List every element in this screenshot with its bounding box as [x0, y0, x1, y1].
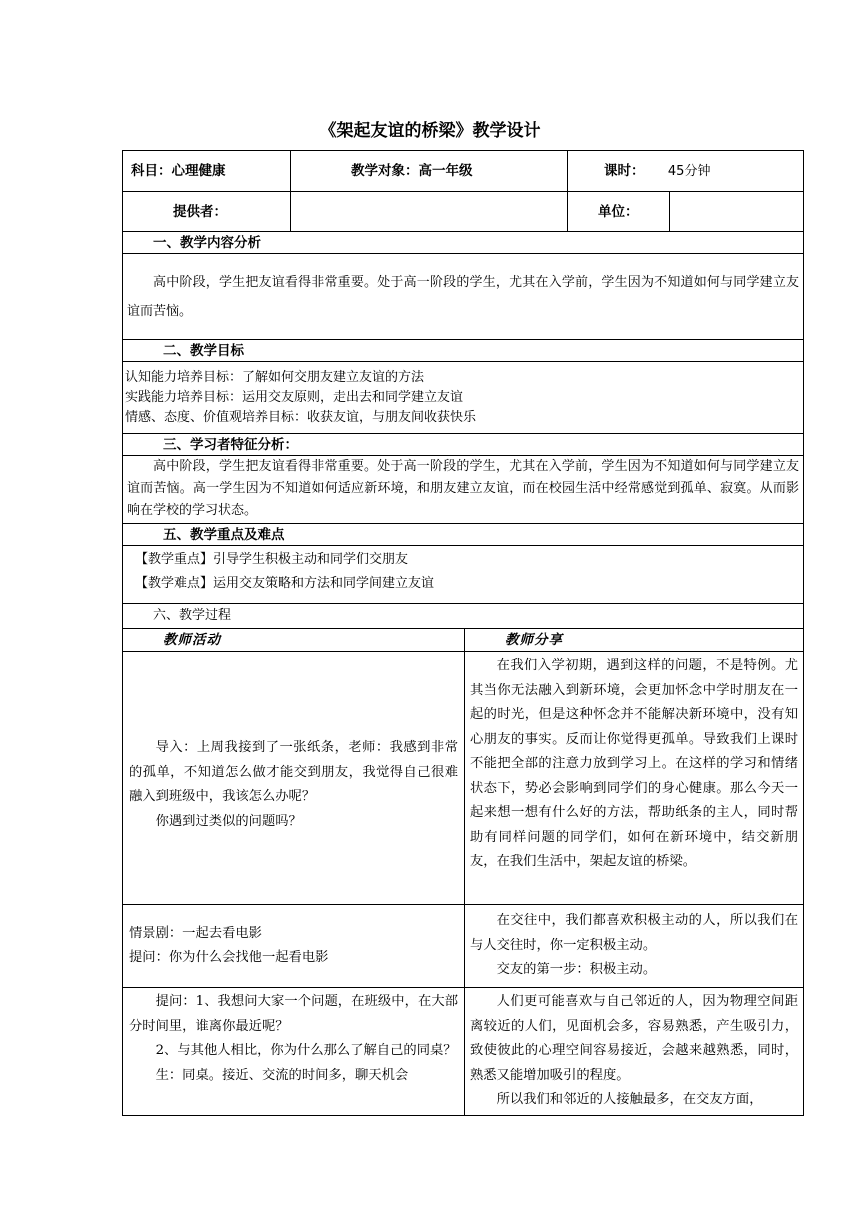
focus-line: 【教学难点】运用交友策略和方法和同学间建立友谊	[135, 576, 435, 591]
activity-paragraph: 情景剧：一起去看电影	[129, 925, 262, 941]
activity-paragraph: 2、与其他人相比，你为什么那么了解自己的同桌？	[155, 1043, 457, 1058]
share-paragraph: 交友的第一步：积极主动。	[496, 962, 657, 978]
unit-value[interactable]	[670, 192, 804, 232]
period-label: 课时：	[604, 162, 645, 179]
activity-paragraph: 导入：上周我接到了一张纸条，老师：我感到非常的孤单，不知道怎么做才能交到朋友，我觉得自己很难融入到班级中，我该怎么办呢？	[129, 740, 458, 804]
section-content-analysis-body	[123, 254, 804, 340]
activity-paragraph: 生：同桌。接近、交流的时间多，聊天机会	[155, 1067, 409, 1083]
process-row-2-share	[465, 905, 804, 988]
document-title: 《架起友谊的桥梁》教学设计	[319, 121, 541, 141]
share-paragraph: 人们更可能喜欢与自己邻近的人，因为物理空间距离较近的人们，见面机会多，容易熟悉，产生吸引力，致使彼此的心理空间容易接近，会越来越熟悉，同时，熟悉又能增加吸引的程度。	[470, 994, 799, 1083]
process-row-1-activity	[123, 652, 465, 905]
process-row-1-share	[465, 652, 804, 905]
objective-line: 实践能力培养目标：运用交友原则，走出去和同学建立友谊	[125, 389, 464, 405]
activity-paragraph: 你遇到过类似的问题吗？	[155, 813, 302, 829]
activity-paragraph: 提问：你为什么会找他一起看电影	[129, 950, 329, 965]
section-process-heading: 六、教学过程	[123, 604, 804, 629]
share-paragraph: 在交往中，我们都喜欢积极主动的人，所以我们在与人交往时，你一定积极主动。	[470, 913, 799, 953]
share-paragraph: 所以我们和邻近的人接触最多，在交友方面，	[496, 1092, 763, 1107]
activity-paragraph: 提问：1、我想问大家一个问题，在班级中，在大部分时间里，谁离你最近呢？	[129, 994, 458, 1034]
section-focus-body	[123, 546, 804, 604]
section-learner-body	[123, 456, 804, 524]
column-teacher-activity: 教师活动	[123, 629, 465, 652]
section-focus-heading: 五、教学重点及难点	[123, 524, 804, 546]
process-row-3-share	[465, 988, 804, 1116]
period-value: 45分钟	[667, 163, 711, 179]
unit-label: 单位：	[568, 192, 670, 232]
focus-line: 【教学重点】引导学生积极主动和同学们交朋友	[135, 552, 409, 567]
learner-text: 高中阶段，学生把友谊看得非常重要。处于高一阶段的学生，尤其在入学前，学生因为不知道如何与同学建立友谊而苦恼。高一学生因为不知道如何适应新环境，和朋友建立友谊，而在校园生活中经常感觉到孤单、寂寞。从而影响在学校的学习状态。	[127, 459, 800, 518]
process-row-3-activity	[123, 988, 465, 1116]
audience-cell: 教学对象：高一年级	[291, 151, 568, 192]
share-paragraph: 在我们入学初期，遇到这样的问题，不是特例。尤其当你无法融入到新环境，会更加怀念中学时朋友在一起的时光，但是这种怀念并不能解决新环境中，没有知心朋友的事实。反而让你觉得更孤单。导致我们上课时不能把全部的注意力放到学习上。在这样的学习和情绪状态下，势必会影响到同学们的身心健康。那么今天一起来想一想有什么好的方法，帮助纸条的主人，同时帮助有同样问题的同学们，如何在新环境中，结交新朋友，在我们生活中，架起友谊的桥梁。	[470, 658, 799, 869]
provider-label: 提供者：	[123, 192, 291, 232]
section-content-analysis-heading: 一、教学内容分析	[123, 232, 804, 254]
section-objectives-heading: 二、教学目标	[123, 340, 804, 362]
provider-value[interactable]	[291, 192, 568, 232]
content-analysis-text: 高中阶段，学生把友谊看得非常重要。处于高一阶段的学生，尤其在入学前，学生因为不知道如何与同学建立友谊而苦恼。	[127, 274, 800, 319]
period-cell	[568, 151, 804, 192]
objective-line: 认知能力培养目标：了解如何交朋友建立友谊的方法	[125, 369, 425, 385]
lesson-plan-table	[122, 150, 804, 1116]
section-objectives-body	[123, 362, 804, 434]
objective-line: 情感、态度、价值观培养目标：收获友谊，与朋友间收获快乐	[125, 409, 477, 425]
process-row-2-activity	[123, 905, 465, 988]
subject-cell: 科目：心理健康	[123, 151, 291, 192]
section-learner-heading: 三、学习者特征分析：	[123, 434, 804, 456]
column-teacher-share: 教师分享	[465, 629, 804, 652]
